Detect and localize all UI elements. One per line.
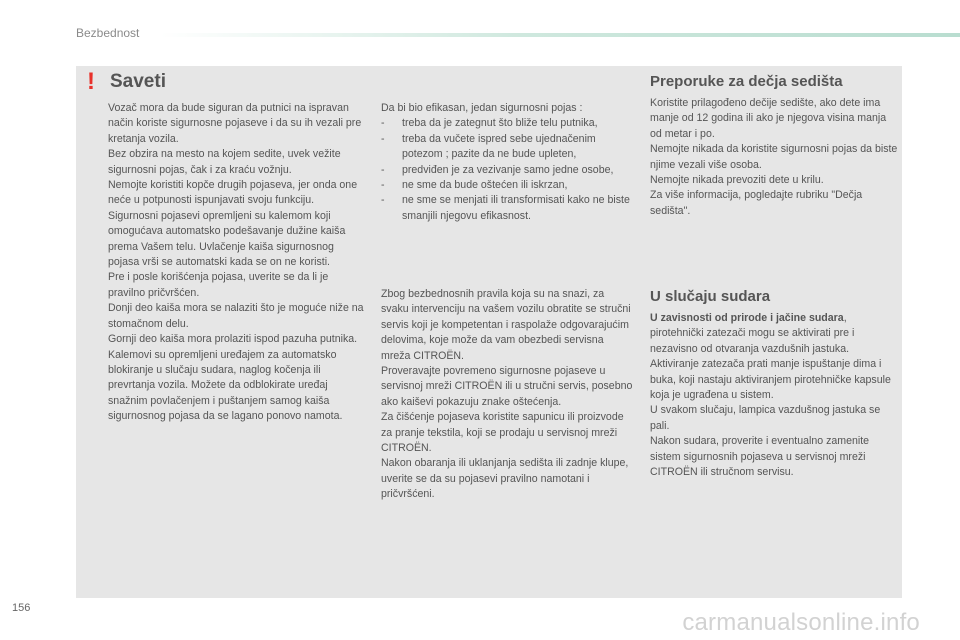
chapter-title: Bezbednost [76, 26, 140, 40]
list-item: - treba da je zategnut što bliže telu putnika, [381, 117, 598, 130]
accident-lead-bold: U zavisnosti od prirode i jačine sudara [650, 312, 844, 324]
accident-lead-rest: , pirotehnički zatezači mogu se aktivirati pre i nezavisno od otvaranja vazdušnih jastuka. Aktiviranje zatezača prati manje ispuštanje dima i buka, koji nastaju aktiviranjem pirotehničke kapsule koja je ugrađena u sistem. [650, 312, 891, 402]
chapter-divider [160, 33, 960, 37]
warning-icon: ! [87, 68, 95, 95]
advice-heading: Saveti [110, 71, 166, 92]
accident-lead [650, 311, 900, 403]
belt-requirements-intro: Da bi bio efikasan, jedan sigurnosni pojas : [381, 102, 583, 114]
accident-text: U svakom slučaju, lampica vazdušnog jastuka se pali. Nakon sudara, proverite i eventualno zamenite sistem sigurnosnih pojaseva u servisnoj mreži CITROËN ili stručnom servisu. [650, 404, 881, 479]
list-item: - ne sme se menjati ili transformisati kako ne biste smanjili njegovu efikasnost. [381, 194, 630, 222]
list-item: - treba da vučete ispred sebe ujednačenim potezom ; pazite da ne bude upleten, [381, 132, 596, 161]
advice-column-1 [108, 101, 364, 425]
advice-column-2-top [381, 101, 633, 224]
child-seats-text: Koristite prilagođeno dečije sedište, ako dete ima manje od 12 godina ili ako je njegova visina manja od metar i po. Nemojte nikada da koristite sigurnosni pojas da biste njime vezali više osoba. Nemojte nikada prevoziti dete u krilu. Za više informacija, pogledajte rubriku "Dečja sedišta". [650, 97, 898, 217]
list-item: - ne sme da bude oštećen ili iskrzan, [381, 179, 568, 192]
belt-requirements-list [381, 116, 633, 224]
child-seats-heading-wrap [650, 72, 900, 92]
accident-heading: U slučaju sudara [650, 288, 771, 305]
accident-heading-wrap [650, 287, 900, 307]
list-item: - predviđen je za vezivanje samo jedne osobe, [381, 163, 614, 176]
child-seats-heading: Preporuke za dečja sedišta [650, 73, 843, 90]
accident-section [650, 311, 900, 480]
advice-text-2: Zbog bezbednosnih pravila koja su na snazi, za svaku intervenciju na vašem vozilu obratite se stručni servis koji je kompetentan i raspolaže odgovarajućim delovima, koje može da vam obezbedi servisna mreža CITROËN. Proveravajte povremeno sigurnosne pojaseve u servisnoj mreži CITROËN ili u stručni servis, posebno ako kaiševi pokazuju znake oštećenja. Za čišćenje pojaseva koristite sapunicu ili proizvode za pranje tekstila, koji se prodaju u servisnoj mreži CITROËN. Nakon obaranja ili uklanjanja sedišta ili zadnje klupe, uverite se da su pojasevi pravilno namotani i pričvršćeni. [381, 288, 633, 501]
watermark: carmanualsonline.info [682, 609, 920, 636]
advice-text-1: Vozač mora da bude siguran da putnici na ispravan način koriste sigurnosne pojaseve i da su ih vezali pre kretanja vozila. Bez obzira na mesto na kojem sedite, uvek vežite sigurnosni pojas, čak i za kraću vožnju. Nemojte koristiti kopče drugih pojaseva, jer onda one neće u potpunosti ispunjavati svoju funkciju. Sigurnosni pojasevi opremljeni su kalemom koji omogućava automatsko podešavanje dužine kaiša prema Vašem telu. Uvlačenje kaiša sigurnosnog pojasa vrši se automatski kada se on ne koristi. Pre i posle korišćenja pojasa, uverite se da li je pravilno pričvršćen. Donji deo kaiša mora se nalaziti što je moguće niže na stomačnom delu. Gornji deo kaiša mora prolaziti ispod pazuha putnika. Kalemovi su opremljeni uređajem za automatsko blokiranje u slučaju sudara, naglog kočenja ili prevrtanja vozila. Možete da odblokirate uređaj snažnim povlačenjem i puštanjem samog kaiša sigurnosnog pojasa da se lagano ponovo namota. [108, 102, 364, 423]
page-number: 156 [12, 602, 31, 614]
advice-column-2-bottom [381, 287, 633, 503]
child-seats-section [650, 96, 900, 219]
